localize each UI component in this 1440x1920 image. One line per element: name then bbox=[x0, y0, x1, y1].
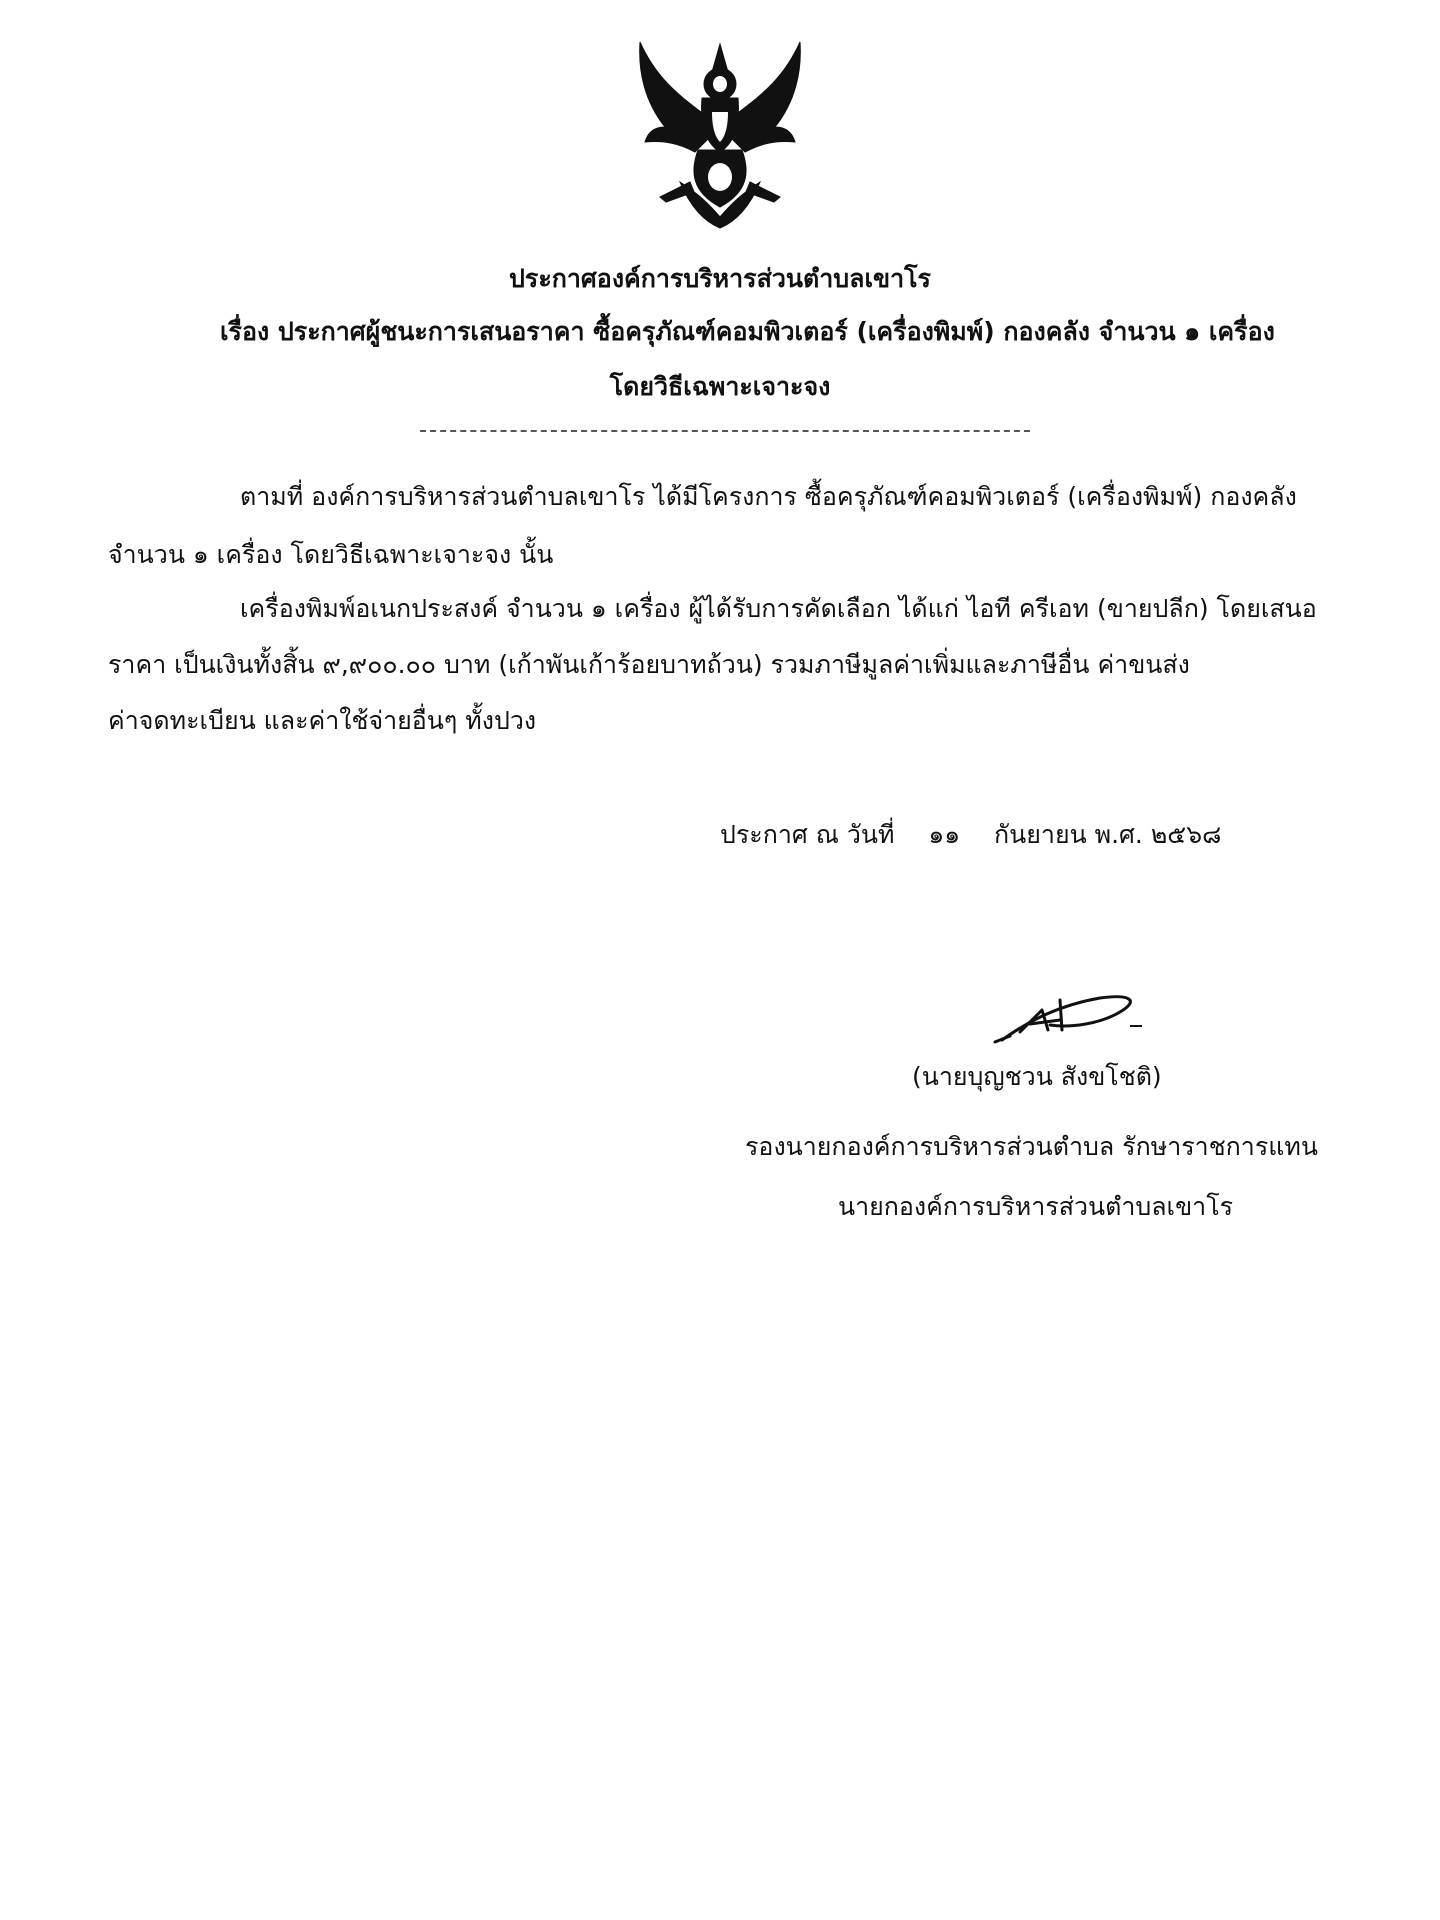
paragraph-1-line-1: ตามที่ องค์การบริหารส่วนตำบลเขาโร ได้มีโครงการ ซื้อครุภัณฑ์คอมพิวเตอร์ (เครื่องพิมพ์) กองคลัง bbox=[240, 482, 1297, 511]
paragraph-2-line-2: ราคา เป็นเงินทั้งสิ้น ๙,๙๐๐.๐๐ บาท (เก้าพันเก้าร้อยบาทถ้วน) รวมภาษีมูลค่าเพิ่มและภาษีอื่น ค่าขนส่ง bbox=[108, 650, 1190, 679]
signatory-position: รองนายกองค์การบริหารส่วนตำบล รักษาราชการแทน bbox=[745, 1132, 1318, 1161]
handwritten-signature-icon bbox=[990, 980, 1150, 1050]
document-title: ประกาศองค์การบริหารส่วนตำบลเขาโร bbox=[509, 264, 931, 293]
procurement-method: โดยวิธีเฉพาะเจาะจง bbox=[609, 372, 831, 401]
paragraph-1-line-2: จำนวน ๑ เครื่อง โดยวิธีเฉพาะเจาะจง นั้น bbox=[108, 540, 554, 569]
date-prefix: ประกาศ ณ วันที่ bbox=[720, 820, 895, 849]
paragraph-2-line-1: เครื่องพิมพ์อเนกประสงค์ จำนวน ๑ เครื่อง ผู้ได้รับการคัดเลือก ได้แก่ ไอที ครีเอท (ขายปลีก) โดยเสนอ bbox=[240, 594, 1317, 623]
date-day: ๑๑ bbox=[928, 820, 961, 849]
separator-line bbox=[420, 430, 1030, 432]
announcement-date bbox=[720, 818, 1221, 852]
garuda-emblem-icon bbox=[620, 32, 820, 232]
document-subject: เรื่อง ประกาศผู้ชนะการเสนอราคา ซื้อครุภัณฑ์คอมพิวเตอร์ (เครื่องพิมพ์) กองคลัง จำนวน ๑ เครื่อง bbox=[220, 317, 1275, 346]
signatory-organization: นายกองค์การบริหารส่วนตำบลเขาโร bbox=[838, 1192, 1234, 1221]
date-month-year: กันยายน พ.ศ. ๒๕๖๘ bbox=[994, 820, 1222, 849]
signatory-name: (นายบุญชวน สังขโชติ) bbox=[912, 1062, 1162, 1091]
paragraph-2-line-3: ค่าจดทะเบียน และค่าใช้จ่ายอื่นๆ ทั้งปวง bbox=[108, 706, 537, 735]
